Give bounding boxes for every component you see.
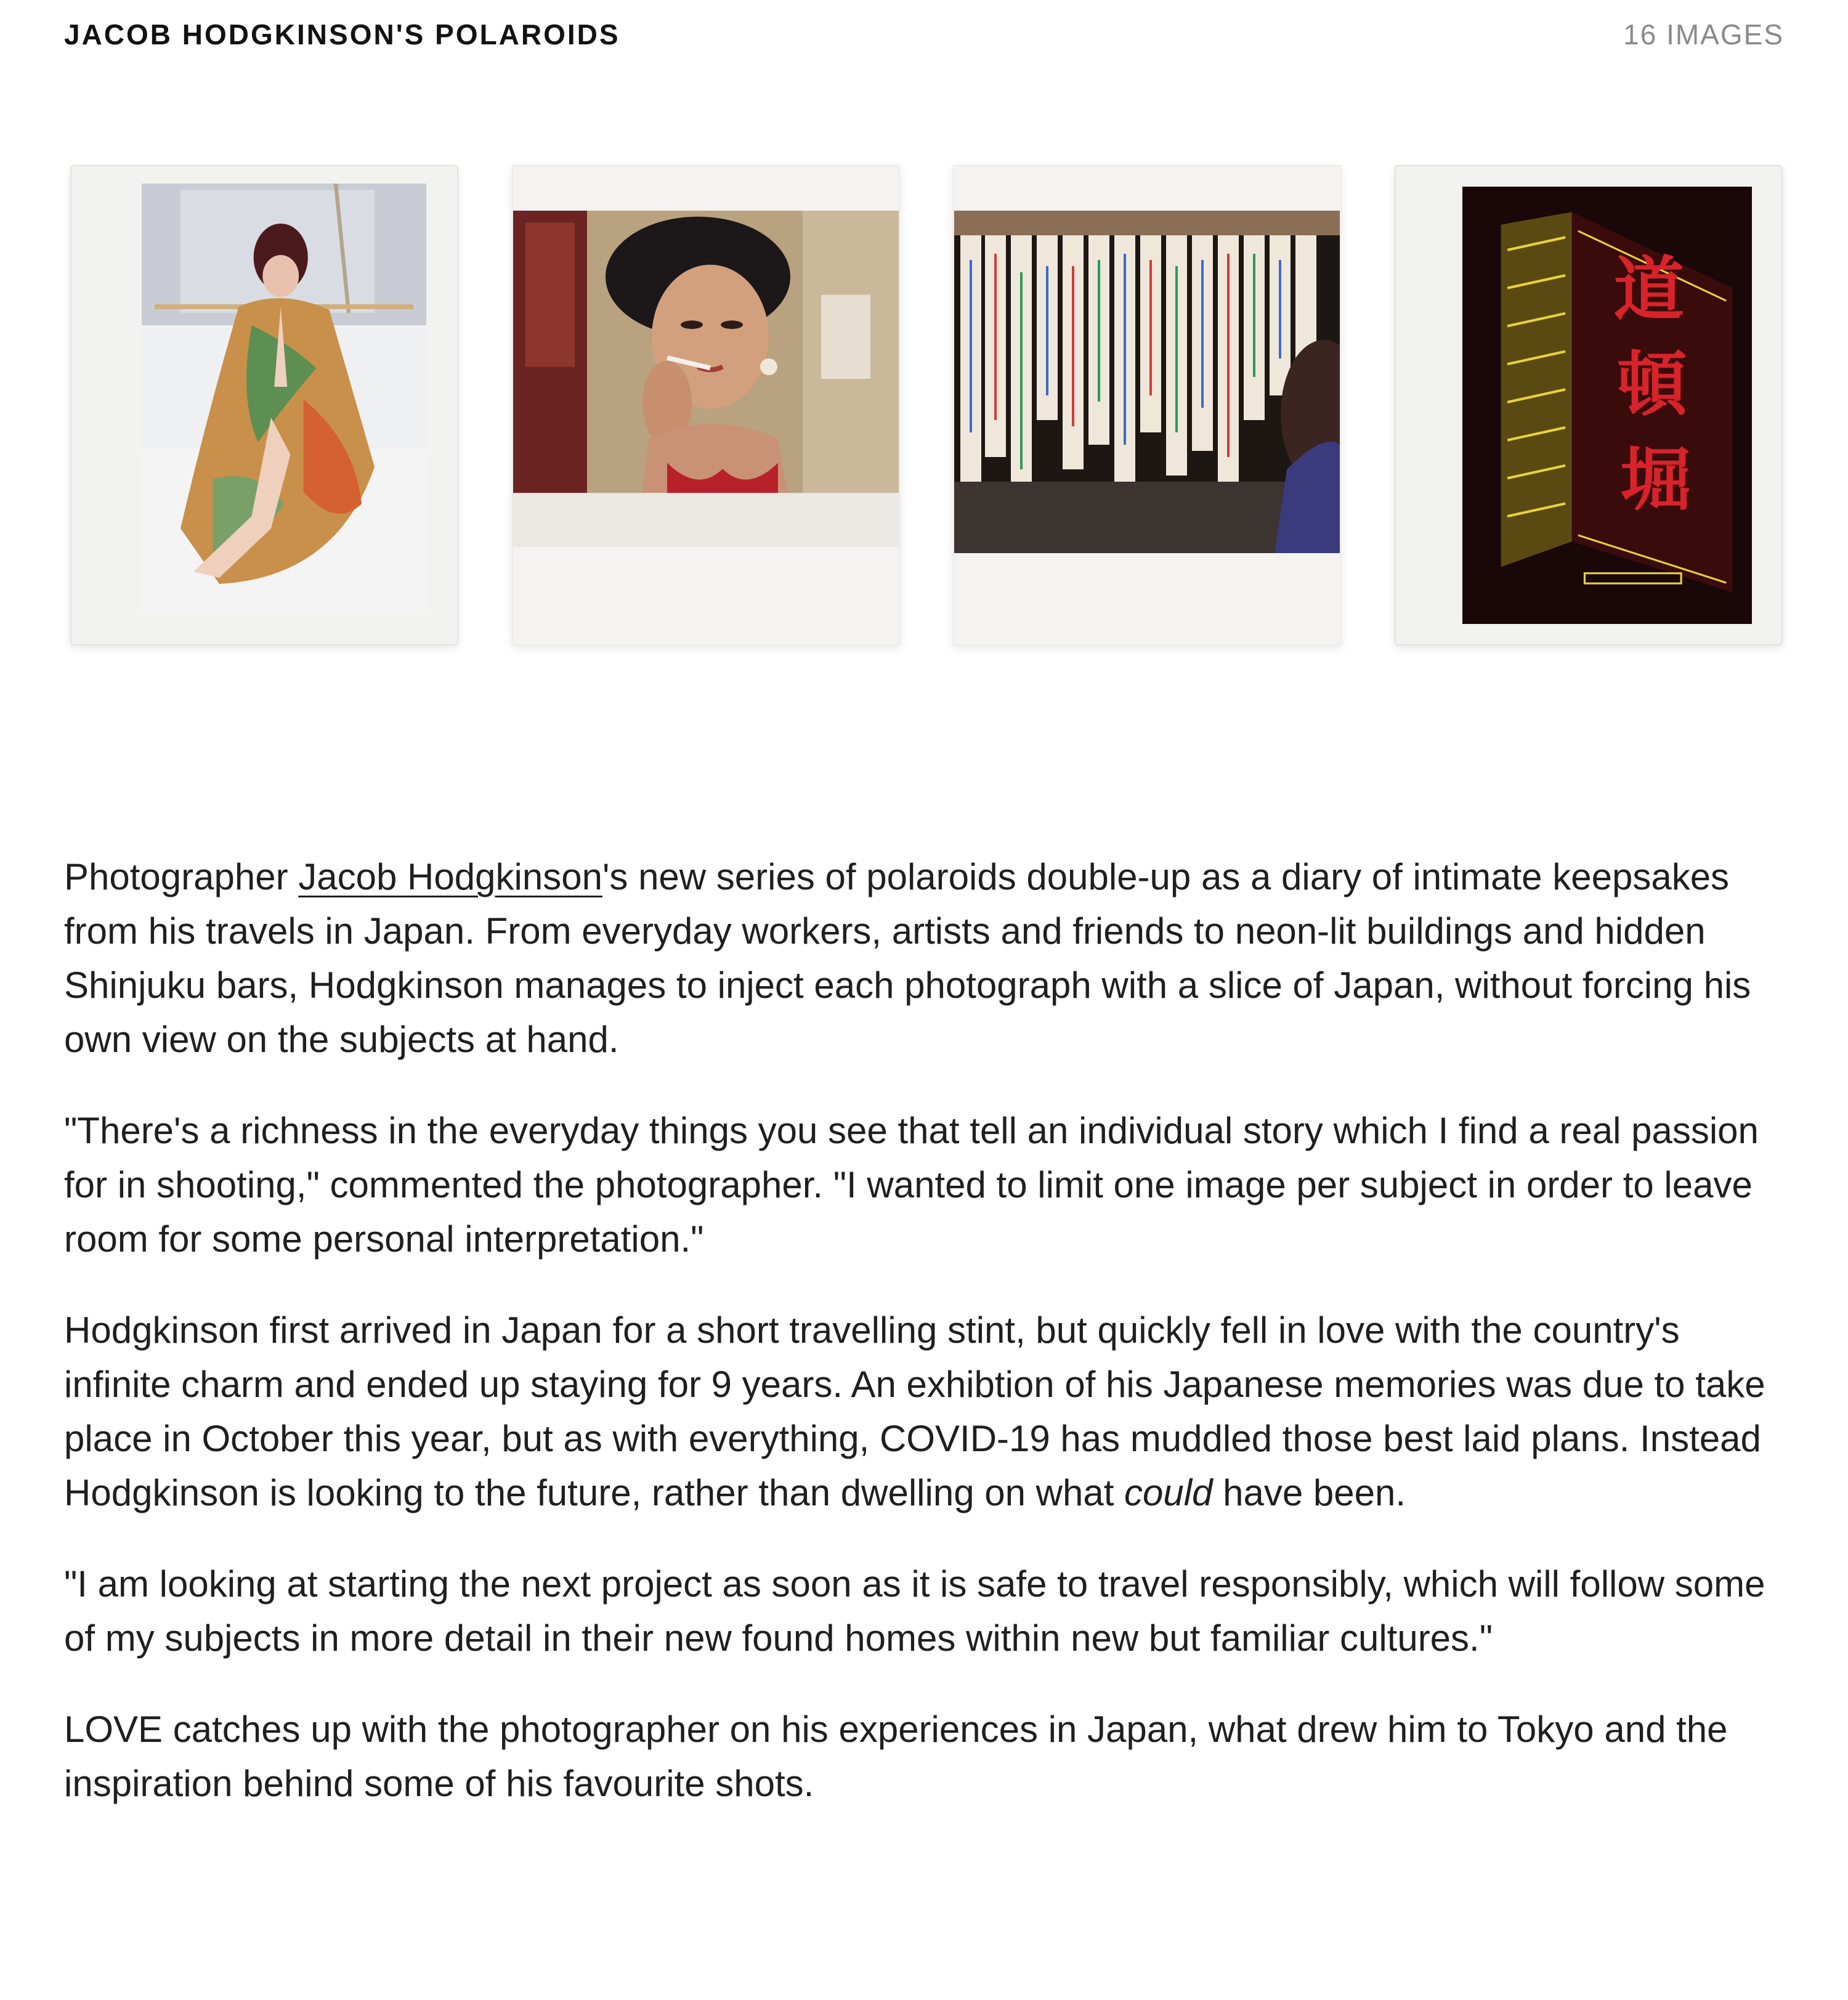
article-body xyxy=(64,850,1789,1848)
photo-woman-in-kimono xyxy=(142,184,426,615)
gallery-thumbnail-1[interactable] xyxy=(64,159,464,652)
gallery-header xyxy=(64,16,1784,53)
gallery-thumbnail-2[interactable] xyxy=(506,159,906,652)
article-paragraph-1: Photographer Jacob Hodgkinson's new series of polaroids double-up as a diary of intimate keepsakes from his travels in Japan. From everyday workers, artists and friends to neon-lit buildings and hidden Shinjuku bars, Hodgkinson manages to inject each photograph with a slice of Japan, without forcing his own view on the subjects at hand. xyxy=(64,856,1751,1060)
photographer-link[interactable]: Jacob Hodgkinson xyxy=(298,856,602,897)
photo-bar-menus xyxy=(954,211,1340,553)
gallery-thumbnail-4[interactable] xyxy=(1388,159,1789,652)
photo-neon-sign xyxy=(1462,187,1752,624)
photo-smoking-image xyxy=(513,211,899,547)
article-paragraph-2: "There's a richness in the everyday things you see that tell an individual story which I find a real passion for in shooting," commented the photographer. "I wanted to limit one image per subject in order to leave room for some personal interpretation." xyxy=(64,1110,1759,1260)
article-paragraph-3: Hodgkinson first arrived in Japan for a short travelling stint, but quickly fell in love with the country's infinite charm and ended up staying for 9 years. An exhibtion of his Japanese memories was due to take place in October this year, but as with everything, COVID-19 has muddled those best laid plans. Instead Hodgkinson is looking to the future, rather than dwelling on what could have been. xyxy=(64,1310,1765,1513)
neon-char-3: 堀 xyxy=(1619,438,1691,520)
gallery-thumbnail-3[interactable] xyxy=(947,159,1347,652)
polaroid-gallery xyxy=(64,154,1789,656)
neon-char-1: 道 xyxy=(1613,248,1685,330)
image-count[interactable]: 16 IMAGES xyxy=(1623,18,1784,51)
article-paragraph-5: LOVE catches up with the photographer on his experiences in Japan, what drew him to Tokyo and the inspiration behind some of his favourite shots. xyxy=(64,1709,1728,1804)
photo-kimono-image xyxy=(142,184,426,615)
photo-menu-image xyxy=(954,211,1340,553)
article-paragraph-4: "I am looking at starting the next project as soon as it is safe to travel responsibly, which will follow some of my subjects in more detail in their new found homes within new but familiar cultures." xyxy=(64,1563,1765,1659)
gallery-title: JACOB HODGKINSON'S POLAROIDS xyxy=(64,18,620,51)
photo-neon-image xyxy=(1462,187,1752,624)
emphasis-text: could xyxy=(1124,1472,1213,1513)
photo-woman-smoking xyxy=(513,211,899,547)
neon-char-2: 頓 xyxy=(1616,343,1688,425)
